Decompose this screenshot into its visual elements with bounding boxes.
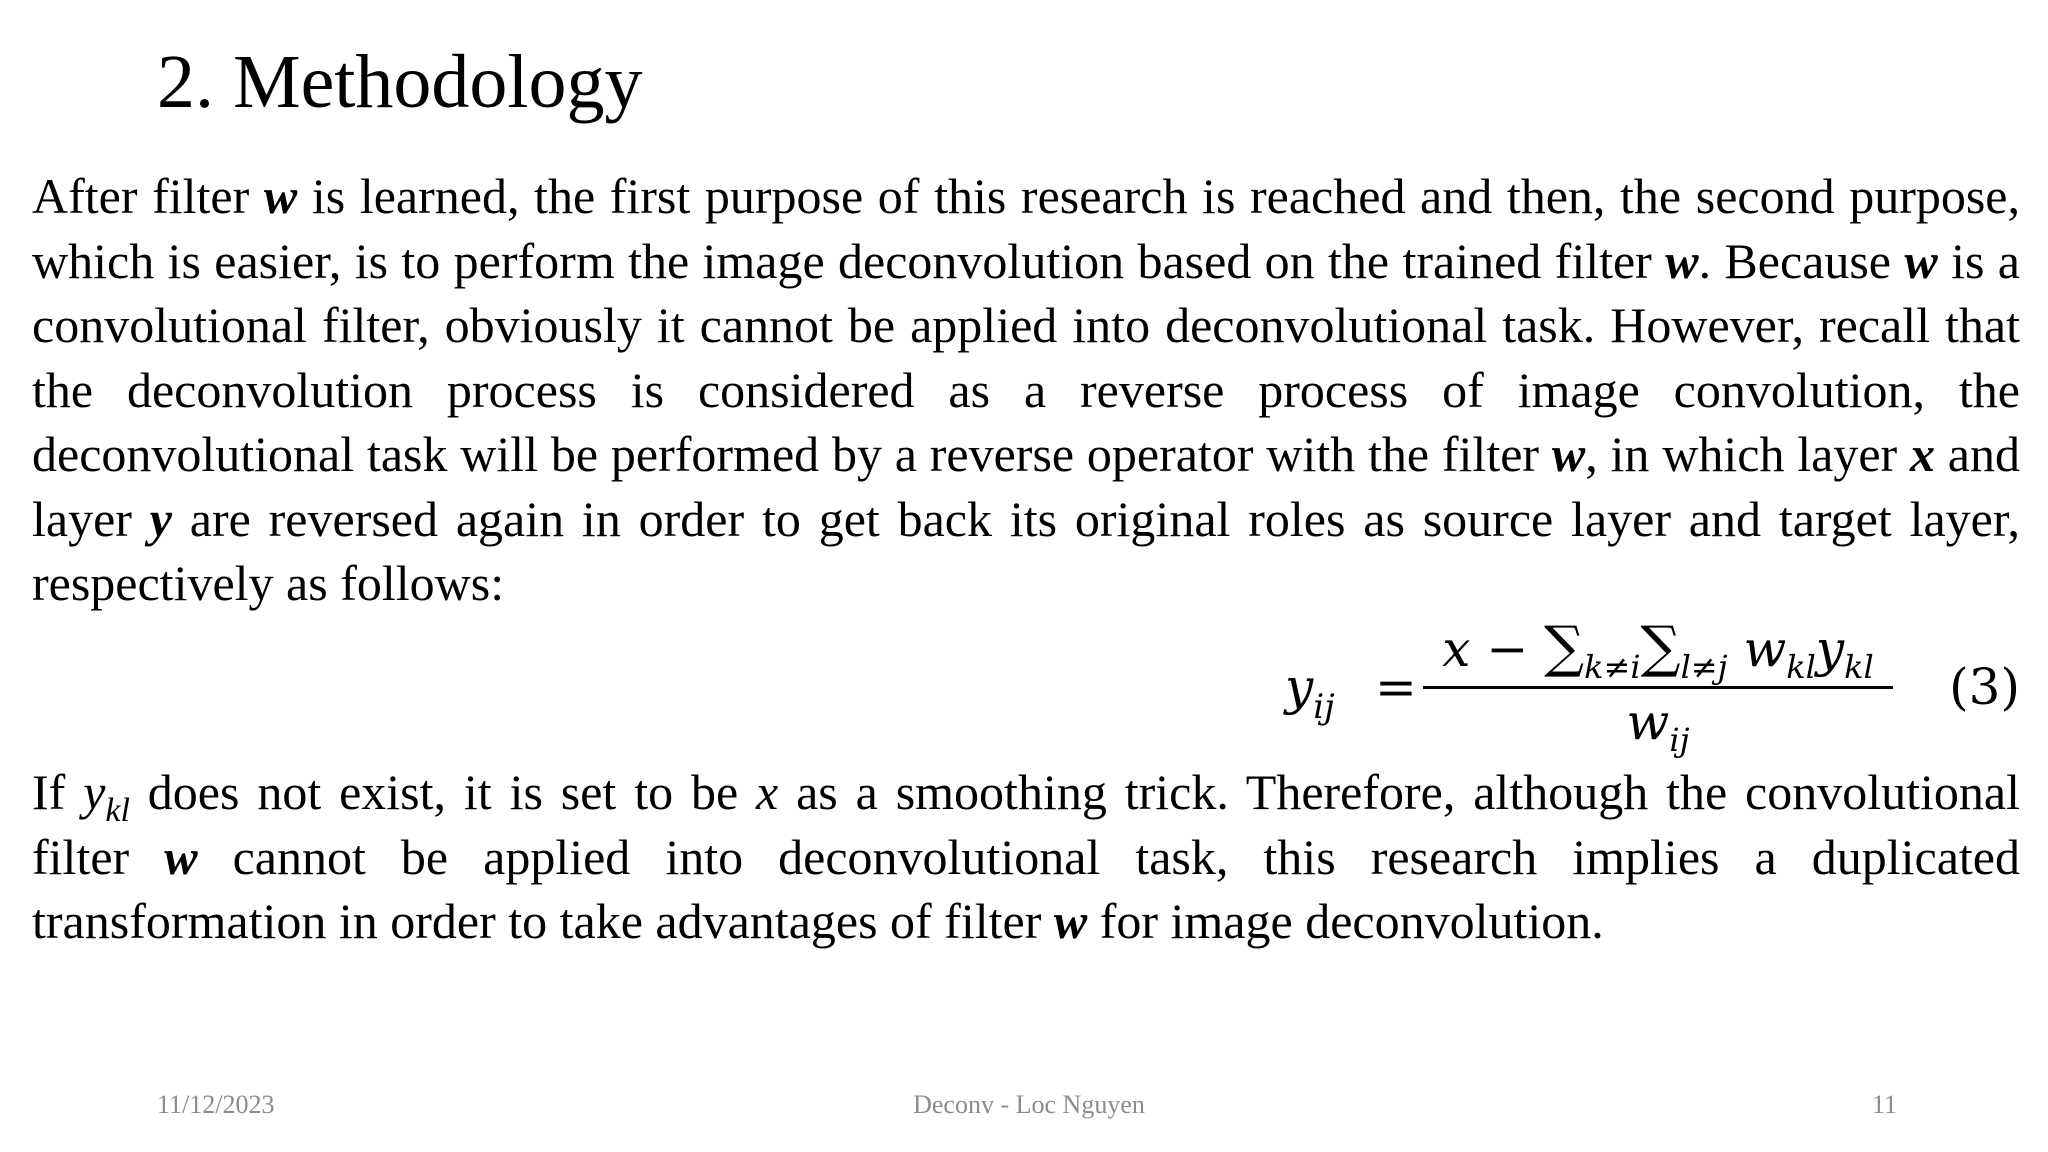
text-run: is a convolutional filter, obviously it cannot be applied into deconvolutional task. However, recall that the deconvolution process is considered as a reverse process of image convolution, the deconvolutional task will be performed by a reverse operator with the filter xyxy=(32,232,2021,482)
text-run: cannot be applied into deconvolutional task, this research implies a duplicated transformation in order to take advantages of filter xyxy=(32,828,2020,949)
fraction-bar xyxy=(1423,686,1893,689)
eq-num-y-sub: kl xyxy=(1844,648,1874,686)
eq-num-w-sub: kl xyxy=(1786,648,1816,686)
text-run: , in which layer xyxy=(1585,426,1910,482)
eq-sum-1-sub: k≠i xyxy=(1584,648,1641,686)
text-run: is learned, the first purpose of this research is reached and then, the second purpose, which is easier, is to perform the image deconvolution based on the trained filter xyxy=(32,168,2020,289)
text-run: If xyxy=(32,764,84,820)
text-run: as a smoothing trick. Therefore, although the convolutional filter xyxy=(32,764,2020,885)
footer-title: Deconv - Loc Nguyen xyxy=(913,1090,1145,1119)
eq-sum-2-sub: l≠j xyxy=(1680,648,1728,686)
var-w: w xyxy=(164,828,198,885)
text-run: . Because xyxy=(1698,232,1905,289)
body-paragraph-1 xyxy=(32,164,2020,616)
var-w: w xyxy=(1053,893,1088,949)
text-run: does not exist, it is set to be xyxy=(129,764,757,820)
eq-den-sub: ij xyxy=(1669,721,1690,759)
eq-sum-1: ∑ xyxy=(1544,615,1585,680)
equation-3 xyxy=(1285,615,2020,759)
equation-number: (3) xyxy=(1949,658,2020,716)
var-w: w xyxy=(1665,232,1699,289)
eq-num-w: w xyxy=(1743,620,1787,678)
slide-title: 2. Methodology xyxy=(157,40,643,124)
var-x: x xyxy=(1910,426,1935,482)
var-y: y xyxy=(83,764,106,820)
var-x: x xyxy=(756,764,779,820)
footer-page-number: 11 xyxy=(1872,1090,1898,1119)
equation-fraction xyxy=(1423,615,1893,759)
body-paragraph-2 xyxy=(32,760,2020,954)
eq-lhs-var: y xyxy=(1285,658,1314,716)
equation-numerator xyxy=(1423,616,1893,687)
eq-minus: − xyxy=(1486,620,1529,678)
equation-equals: = xyxy=(1375,658,1417,716)
footer-date: 11/12/2023 xyxy=(157,1090,275,1119)
var-w: w xyxy=(263,168,298,224)
text-run: After filter xyxy=(32,168,264,224)
eq-lhs-sub: ij xyxy=(1313,687,1335,727)
eq-num-y: y xyxy=(1815,620,1845,678)
text-run: are reversed again in order to get back its original roles as source layer and target layer, respectively as follows: xyxy=(32,490,2020,611)
var-w: w xyxy=(1904,232,1938,289)
text-run: for image deconvolution. xyxy=(1087,893,1604,949)
equation-lhs xyxy=(1285,658,1335,727)
eq-num-x: x xyxy=(1442,620,1471,678)
equation-denominator xyxy=(1423,690,1893,760)
var-w: w xyxy=(1551,426,1586,482)
eq-den-w: w xyxy=(1626,693,1670,751)
eq-sum-2: ∑ xyxy=(1640,615,1681,680)
text-run: and layer xyxy=(32,426,2021,547)
var-y: y xyxy=(149,490,172,547)
var-y-sub: kl xyxy=(105,792,130,829)
